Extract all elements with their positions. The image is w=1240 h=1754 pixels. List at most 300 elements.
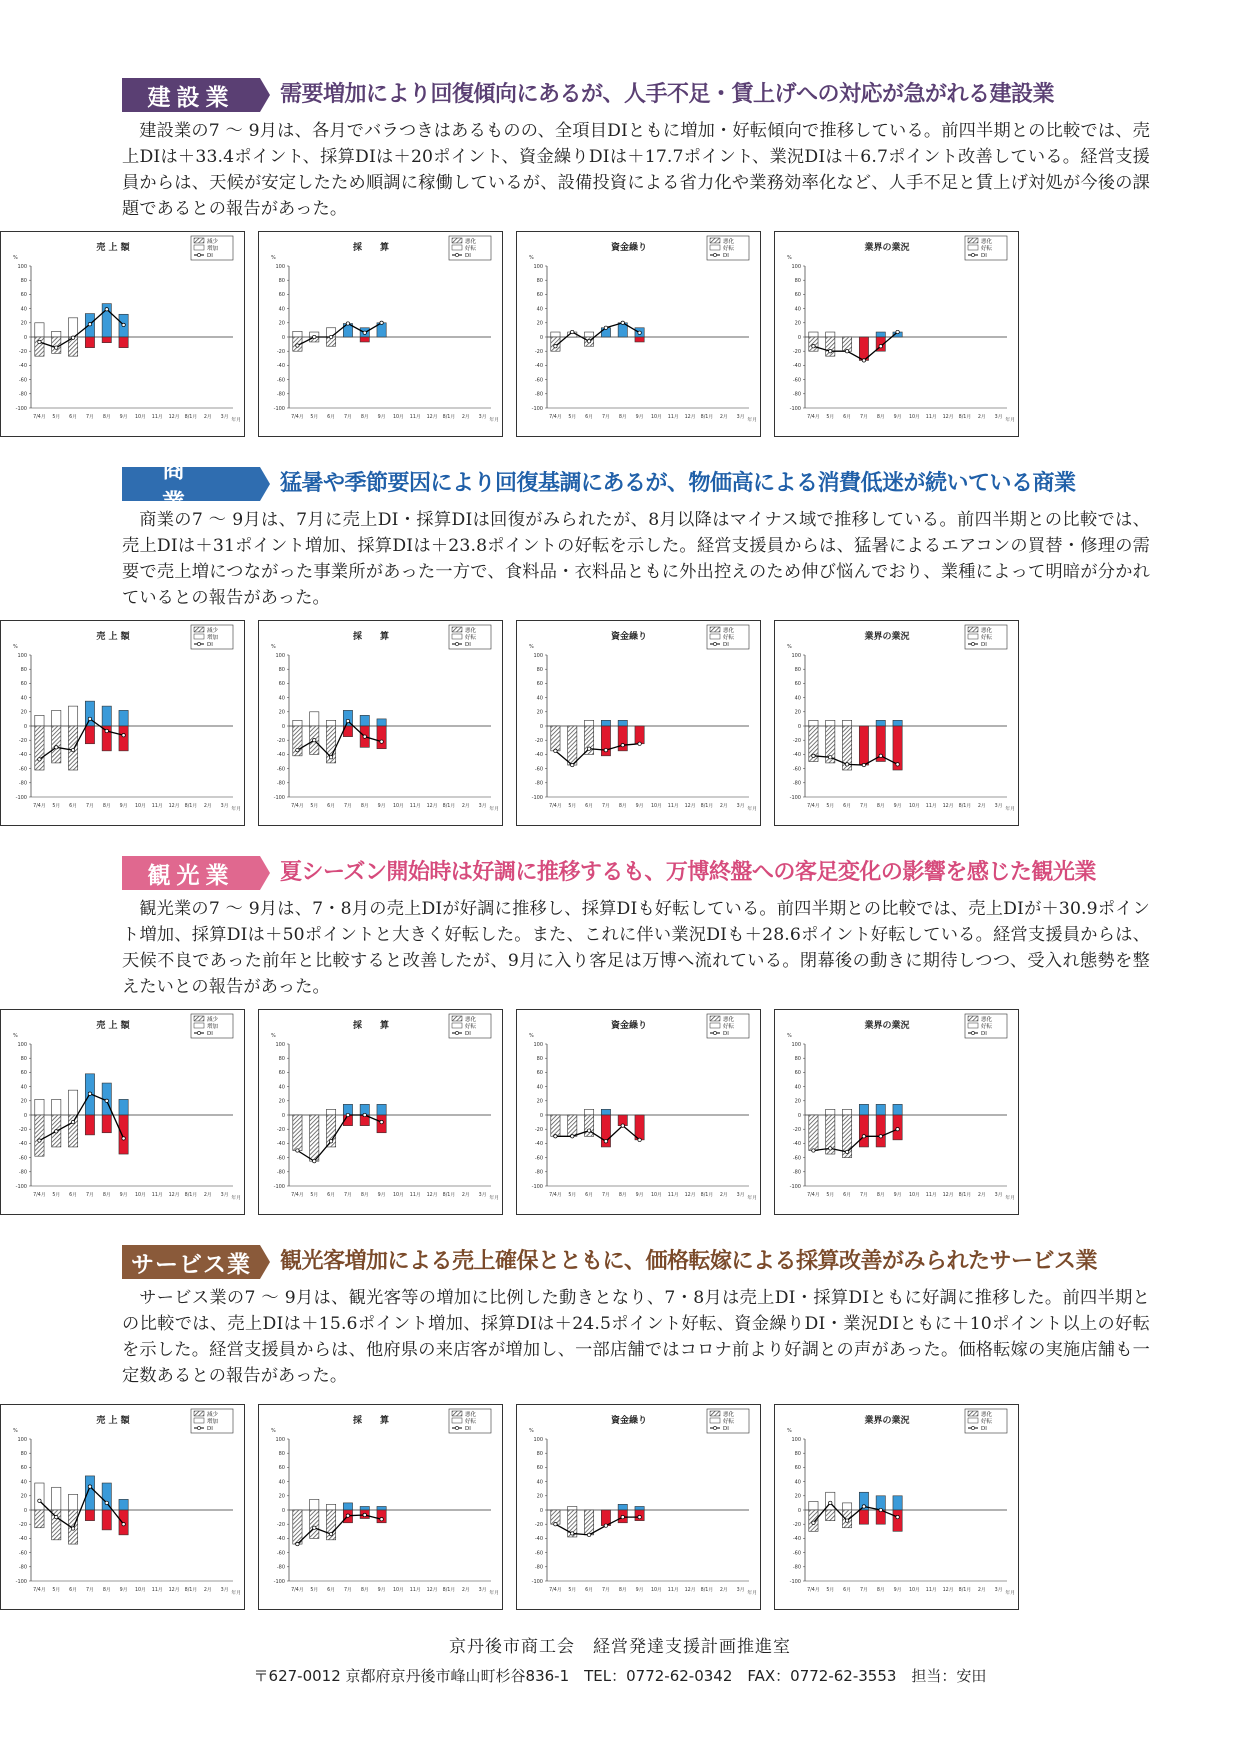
- charts-row-construction: [0, 231, 1028, 439]
- x-tick-label: 9月: [635, 1193, 644, 1198]
- y-tick-label: 80: [536, 1056, 543, 1062]
- x-tick-label: 12月: [684, 1588, 696, 1593]
- bar-positive: [360, 715, 369, 726]
- y-tick-label: 100: [533, 263, 543, 270]
- di-point: [896, 763, 899, 766]
- bar-negative: [876, 1115, 885, 1147]
- legend-label: 好転: [981, 635, 993, 641]
- y-tick-label: 80: [20, 278, 27, 284]
- y-tick-label: 20: [794, 1098, 801, 1105]
- bar-negative: [310, 1115, 319, 1161]
- legend-label: 悪化: [981, 239, 993, 245]
- y-tick-label: 100: [275, 263, 285, 270]
- y-tick-label: -40: [18, 752, 27, 759]
- y-tick-label: 80: [794, 278, 801, 284]
- y-tick-label: -20: [276, 1127, 285, 1133]
- x-tick-label: 3月: [736, 1588, 745, 1593]
- x-tick-label: 7月: [601, 415, 610, 420]
- di-point: [604, 1524, 607, 1527]
- legend-label: DI: [723, 642, 729, 648]
- chart-7: [774, 620, 1019, 826]
- di-point: [879, 754, 882, 757]
- y-tick-label: 80: [278, 1056, 285, 1062]
- y-tick-label: -60: [792, 1155, 801, 1162]
- bar-negative: [35, 337, 44, 356]
- bar-positive: [377, 719, 386, 726]
- svg-text:%: %: [13, 1428, 18, 1434]
- x-tick-label: 6月: [69, 1193, 78, 1198]
- di-point: [812, 345, 815, 348]
- legend-label: DI: [981, 1426, 987, 1432]
- legend-label: 悪化: [981, 1412, 993, 1418]
- x-tick-label: 8/1月: [184, 415, 198, 420]
- legend-label: DI: [723, 1426, 729, 1432]
- x-tick-label: 5月: [568, 1588, 577, 1593]
- x-tick-label: 11月: [409, 1588, 421, 1593]
- x-tick-label: 11月: [925, 1193, 937, 1198]
- bar-negative: [568, 1115, 577, 1136]
- y-tick-label: -80: [534, 391, 543, 398]
- di-point: [88, 717, 91, 720]
- x-tick-label: 10月: [134, 1193, 146, 1198]
- di-point: [380, 1120, 383, 1123]
- bar-positive: [809, 720, 818, 726]
- y-tick-label: 60: [20, 292, 27, 299]
- chart-legend: [191, 1014, 233, 1038]
- y-tick-label: -60: [18, 1155, 27, 1162]
- y-tick-label: 80: [794, 667, 801, 673]
- bar-negative: [893, 1510, 902, 1531]
- y-tick-label: 80: [536, 278, 543, 284]
- x-tick-label: 9月: [893, 415, 902, 420]
- y-tick-label: -20: [792, 1127, 801, 1133]
- chart-legend: [707, 1014, 749, 1038]
- di-point: [105, 1501, 108, 1504]
- chart-legend: [191, 625, 233, 649]
- x-tick-label: 2月: [977, 1193, 986, 1198]
- x-tick-label: 8月: [876, 1193, 885, 1198]
- y-tick-label: 100: [275, 1041, 285, 1048]
- chart-9: [258, 1009, 503, 1215]
- bar-negative: [293, 1115, 302, 1151]
- di-point: [845, 763, 848, 766]
- bar-positive: [826, 720, 835, 726]
- y-tick-label: -80: [792, 1169, 801, 1176]
- di-point: [105, 729, 108, 732]
- section-badge: [122, 1245, 260, 1279]
- di-point: [122, 323, 125, 326]
- x-tick-label: 10月: [392, 1588, 404, 1593]
- x-tick-label: 9月: [893, 804, 902, 809]
- chart-0: [0, 231, 245, 437]
- x-tick-label: 6月: [585, 1588, 594, 1593]
- x-tick-label: 8/1月: [958, 1193, 972, 1198]
- chart-4: [0, 620, 245, 826]
- chart-svg: [517, 1010, 762, 1216]
- di-point: [313, 335, 316, 338]
- x-tick-label: 8/1月: [184, 804, 198, 809]
- legend-label: 好転: [465, 635, 477, 641]
- chart-title: 売 上 額: [96, 632, 130, 642]
- x-tick-label: 11月: [667, 804, 679, 809]
- x-tick-label: 11月: [925, 1588, 937, 1593]
- x-tick-label: 8/1月: [958, 804, 972, 809]
- y-tick-label: 0: [797, 1507, 801, 1514]
- chart-6: [516, 620, 761, 826]
- y-tick-label: -100: [273, 794, 285, 801]
- x-tick-label: 5月: [310, 804, 319, 809]
- chart-legend: [449, 1014, 491, 1038]
- y-tick-label: -80: [792, 391, 801, 398]
- section-headline: 需要増加により回復傾向にあるが、人手不足・賃上げへの対応が急がれる建設業: [280, 82, 1055, 107]
- di-point: [554, 345, 557, 348]
- x-tick-label: 3月: [220, 1588, 229, 1593]
- svg-text:年月: 年月: [489, 807, 499, 812]
- legend-label: DI: [207, 1426, 213, 1432]
- bar-negative: [310, 1510, 319, 1538]
- legend-label: 好転: [723, 635, 735, 641]
- y-tick-label: -80: [792, 1564, 801, 1571]
- x-tick-label: 7/4月: [807, 415, 820, 420]
- x-tick-label: 2月: [203, 804, 212, 809]
- legend-label: 減少: [207, 628, 219, 634]
- y-tick-label: 0: [281, 1112, 285, 1119]
- bar-negative: [826, 337, 835, 356]
- bar-positive: [85, 701, 94, 726]
- x-tick-label: 6月: [585, 804, 594, 809]
- x-tick-label: 7/4月: [291, 415, 304, 420]
- di-point: [71, 748, 74, 751]
- di-point: [587, 1533, 590, 1536]
- di-point: [896, 1515, 899, 1518]
- x-tick-label: 8月: [618, 415, 627, 420]
- y-tick-label: 40: [278, 1479, 285, 1486]
- y-tick-label: 20: [794, 320, 801, 327]
- y-tick-label: 0: [539, 334, 543, 341]
- y-tick-label: 80: [20, 1056, 27, 1062]
- bar-positive: [360, 1506, 369, 1510]
- y-tick-label: 20: [278, 709, 285, 716]
- y-tick-label: -60: [792, 1550, 801, 1557]
- y-tick-label: 20: [536, 1098, 543, 1105]
- legend-label: 好転: [465, 1419, 477, 1425]
- legend-label: 減少: [207, 1412, 219, 1418]
- y-tick-label: 60: [536, 1465, 543, 1472]
- x-tick-label: 7/4月: [291, 1193, 304, 1198]
- bar-positive: [876, 332, 885, 337]
- x-tick-label: 5月: [52, 1193, 61, 1198]
- charts-row-service: [0, 1404, 1028, 1612]
- svg-text:年月: 年月: [489, 1196, 499, 1201]
- bar-positive: [809, 1501, 818, 1510]
- x-tick-label: 3月: [478, 1588, 487, 1593]
- y-tick-label: -20: [792, 349, 801, 355]
- y-tick-label: 80: [794, 1056, 801, 1062]
- chart-svg: [1, 1405, 246, 1611]
- y-tick-label: 100: [17, 263, 27, 270]
- section-tourism: [122, 856, 1150, 1000]
- svg-text:%: %: [271, 644, 276, 650]
- di-point: [363, 1513, 366, 1516]
- x-tick-label: 3月: [220, 1193, 229, 1198]
- bar-negative: [68, 726, 77, 770]
- y-tick-label: 60: [794, 681, 801, 688]
- legend-label: DI: [465, 253, 471, 259]
- bar-positive: [68, 318, 77, 337]
- x-tick-label: 8月: [102, 804, 111, 809]
- x-tick-label: 8/1月: [700, 804, 714, 809]
- x-tick-label: 2月: [461, 1193, 470, 1198]
- x-tick-label: 5月: [568, 415, 577, 420]
- y-tick-label: 0: [23, 334, 27, 341]
- legend-label: 悪化: [723, 628, 735, 634]
- y-tick-label: -80: [18, 1564, 27, 1571]
- y-tick-label: 0: [23, 723, 27, 730]
- y-tick-label: -20: [792, 738, 801, 744]
- bar-positive: [68, 1090, 77, 1115]
- svg-text:年月: 年月: [1005, 418, 1015, 423]
- y-tick-label: 0: [23, 1507, 27, 1514]
- y-tick-label: 60: [20, 1070, 27, 1077]
- di-point: [621, 321, 624, 324]
- chart-title: 採 算: [352, 1021, 390, 1031]
- legend-label: 悪化: [465, 239, 477, 245]
- di-point: [313, 1159, 316, 1162]
- bar-positive: [618, 1504, 627, 1510]
- bar-positive: [842, 720, 851, 726]
- chart-svg: [775, 232, 1020, 438]
- chart-15: [774, 1404, 1019, 1610]
- svg-text:年月: 年月: [747, 807, 757, 812]
- x-tick-label: 7月: [343, 415, 352, 420]
- bar-negative: [85, 337, 94, 348]
- y-tick-label: -100: [789, 405, 801, 412]
- y-tick-label: -20: [276, 1522, 285, 1528]
- x-tick-label: 8/1月: [700, 1193, 714, 1198]
- bar-negative: [119, 337, 128, 348]
- y-tick-label: 60: [536, 292, 543, 299]
- y-tick-label: 80: [278, 278, 285, 284]
- y-tick-label: 0: [539, 1112, 543, 1119]
- bar-negative: [52, 726, 61, 763]
- x-tick-label: 3月: [478, 415, 487, 420]
- chart-12: [0, 1404, 245, 1610]
- x-tick-label: 12月: [684, 804, 696, 809]
- bar-positive: [377, 1506, 386, 1510]
- bar-positive: [377, 1104, 386, 1115]
- chart-svg: [1, 1010, 246, 1216]
- chart-title: 業界の業況: [864, 1021, 910, 1031]
- x-tick-label: 10月: [650, 804, 662, 809]
- section-badge: [122, 856, 260, 890]
- y-tick-label: 0: [281, 1507, 285, 1514]
- di-point: [329, 335, 332, 338]
- bar-positive: [293, 720, 302, 726]
- x-tick-label: 6月: [843, 1193, 852, 1198]
- chart-svg: [259, 621, 504, 827]
- section-headline: 猛暑や季節要因により回復基調にあるが、物価高による消費低迷が続いている商業: [280, 471, 1076, 496]
- x-tick-label: 8月: [618, 1193, 627, 1198]
- y-tick-label: 0: [281, 723, 285, 730]
- x-tick-label: 10月: [908, 1588, 920, 1593]
- legend-label: DI: [207, 253, 213, 259]
- y-tick-label: 20: [20, 320, 27, 327]
- y-tick-label: -100: [789, 1183, 801, 1190]
- y-tick-label: 40: [20, 695, 27, 702]
- y-tick-label: 40: [278, 306, 285, 313]
- di-point: [879, 1135, 882, 1138]
- bar-negative: [35, 726, 44, 770]
- x-tick-label: 3月: [478, 804, 487, 809]
- y-tick-label: 80: [278, 1451, 285, 1457]
- bar-positive: [551, 332, 560, 337]
- x-tick-label: 8月: [102, 1193, 111, 1198]
- y-tick-label: 0: [23, 1112, 27, 1119]
- di-point: [105, 308, 108, 311]
- y-tick-label: 60: [20, 1465, 27, 1472]
- y-tick-label: -100: [273, 1578, 285, 1585]
- charts-row-commerce: [0, 620, 1028, 828]
- bar-negative: [584, 1510, 593, 1535]
- svg-text:%: %: [787, 255, 792, 261]
- chart-legend: [965, 625, 1007, 649]
- x-tick-label: 6月: [327, 1588, 336, 1593]
- y-tick-label: -80: [18, 391, 27, 398]
- x-tick-label: 5月: [826, 1588, 835, 1593]
- x-tick-label: 5月: [310, 1588, 319, 1593]
- y-tick-label: -100: [273, 1183, 285, 1190]
- di-point: [296, 748, 299, 751]
- x-tick-label: 8/1月: [184, 1193, 198, 1198]
- bar-positive: [293, 331, 302, 337]
- legend-label: 増加: [207, 246, 219, 252]
- y-tick-label: -20: [792, 1522, 801, 1528]
- chart-legend: [191, 1409, 233, 1433]
- y-tick-label: -60: [276, 1155, 285, 1162]
- badge-label: 商業: [162, 457, 225, 516]
- y-tick-label: 100: [791, 1041, 801, 1048]
- x-tick-label: 9月: [119, 1193, 128, 1198]
- chart-title: 業界の業況: [864, 632, 910, 642]
- y-tick-label: 40: [794, 695, 801, 702]
- x-tick-label: 6月: [327, 1193, 336, 1198]
- x-tick-label: 11月: [667, 415, 679, 420]
- svg-text:年月: 年月: [489, 418, 499, 423]
- bar-positive: [68, 706, 77, 726]
- di-point: [638, 331, 641, 334]
- bar-positive: [52, 1099, 61, 1115]
- y-tick-label: 80: [278, 667, 285, 673]
- y-tick-label: -60: [534, 1550, 543, 1557]
- bar-negative: [85, 1510, 94, 1521]
- y-tick-label: -100: [15, 1183, 27, 1190]
- chart-title: 売 上 額: [96, 1416, 130, 1426]
- x-tick-label: 5月: [310, 1193, 319, 1198]
- chart-legend: [191, 236, 233, 260]
- x-tick-label: 2月: [203, 1193, 212, 1198]
- y-tick-label: -80: [276, 391, 285, 398]
- section-badge: [122, 457, 260, 516]
- x-tick-label: 12月: [426, 1588, 438, 1593]
- x-tick-label: 7/4月: [291, 1588, 304, 1593]
- legend-label: DI: [465, 642, 471, 648]
- legend-label: DI: [723, 253, 729, 259]
- legend-label: DI: [207, 642, 213, 648]
- y-tick-label: 60: [278, 681, 285, 688]
- di-point: [638, 1515, 641, 1518]
- bar-positive: [584, 720, 593, 726]
- legend-label: 好転: [465, 246, 477, 252]
- x-tick-label: 8/1月: [184, 1588, 198, 1593]
- x-tick-label: 2月: [719, 1588, 728, 1593]
- x-tick-label: 10月: [392, 804, 404, 809]
- x-tick-label: 7月: [859, 1193, 868, 1198]
- bar-negative: [809, 337, 818, 351]
- x-tick-label: 10月: [134, 415, 146, 420]
- x-tick-label: 12月: [168, 415, 180, 420]
- legend-label: 減少: [207, 239, 219, 245]
- bar-negative: [85, 1115, 94, 1135]
- bar-negative: [293, 1510, 302, 1544]
- bar-negative: [102, 1115, 111, 1133]
- x-tick-label: 7/4月: [807, 1588, 820, 1593]
- x-tick-label: 10月: [908, 804, 920, 809]
- y-tick-label: 20: [794, 1493, 801, 1500]
- section-service: [122, 1245, 1150, 1389]
- svg-text:年月: 年月: [231, 418, 241, 423]
- y-tick-label: 40: [20, 1084, 27, 1091]
- di-point: [587, 747, 590, 750]
- x-tick-label: 7/4月: [807, 804, 820, 809]
- section-commerce: [122, 457, 1150, 611]
- chart-title: 資金繰り: [610, 632, 648, 642]
- svg-text:%: %: [271, 255, 276, 261]
- x-tick-label: 7月: [601, 1588, 610, 1593]
- legend-label: DI: [723, 1031, 729, 1037]
- bar-positive: [310, 1499, 319, 1510]
- x-tick-label: 2月: [203, 1588, 212, 1593]
- x-tick-label: 12月: [942, 415, 954, 420]
- legend-label: 好転: [981, 246, 993, 252]
- legend-label: 好転: [981, 1419, 993, 1425]
- di-point: [313, 1526, 316, 1529]
- y-tick-label: 100: [533, 652, 543, 659]
- y-tick-label: -40: [276, 363, 285, 370]
- x-tick-label: 2月: [719, 804, 728, 809]
- y-tick-label: -80: [792, 780, 801, 787]
- di-point: [105, 1099, 108, 1102]
- y-tick-label: -40: [792, 1141, 801, 1148]
- x-tick-label: 6月: [69, 415, 78, 420]
- di-point: [571, 763, 574, 766]
- x-tick-label: 8月: [360, 804, 369, 809]
- x-tick-label: 11月: [409, 1193, 421, 1198]
- section-body: 観光業の7 ～ 9月は、7・8月の売上DIが好調に推移し、採算DIも好転している。前四半期との比較では、売上DIが＋30.9ポイント増加、採算DIは＋50ポイントと大きく好転した。また、これに伴い業況DIも＋28.6ポイント好転している。経営支援員からは、天候不良であった前年と比較すると改善したが、9月に入り客足は万博へ流れている。閉幕後の動きに期待しつつ、受入れ態勢を整えたいとの報告があった。: [122, 899, 1150, 997]
- y-tick-label: -60: [534, 766, 543, 773]
- di-point: [380, 1518, 383, 1521]
- charts-row-tourism: [0, 1009, 1028, 1217]
- x-tick-label: 11月: [151, 1193, 163, 1198]
- di-point: [296, 344, 299, 347]
- chart-legend: [707, 625, 749, 649]
- x-tick-label: 8/1月: [442, 1588, 456, 1593]
- legend-label: 悪化: [465, 1412, 477, 1418]
- di-point: [829, 350, 832, 353]
- y-tick-label: -40: [534, 1141, 543, 1148]
- x-tick-label: 5月: [52, 1588, 61, 1593]
- x-tick-label: 8月: [876, 1588, 885, 1593]
- bar-positive: [584, 1109, 593, 1115]
